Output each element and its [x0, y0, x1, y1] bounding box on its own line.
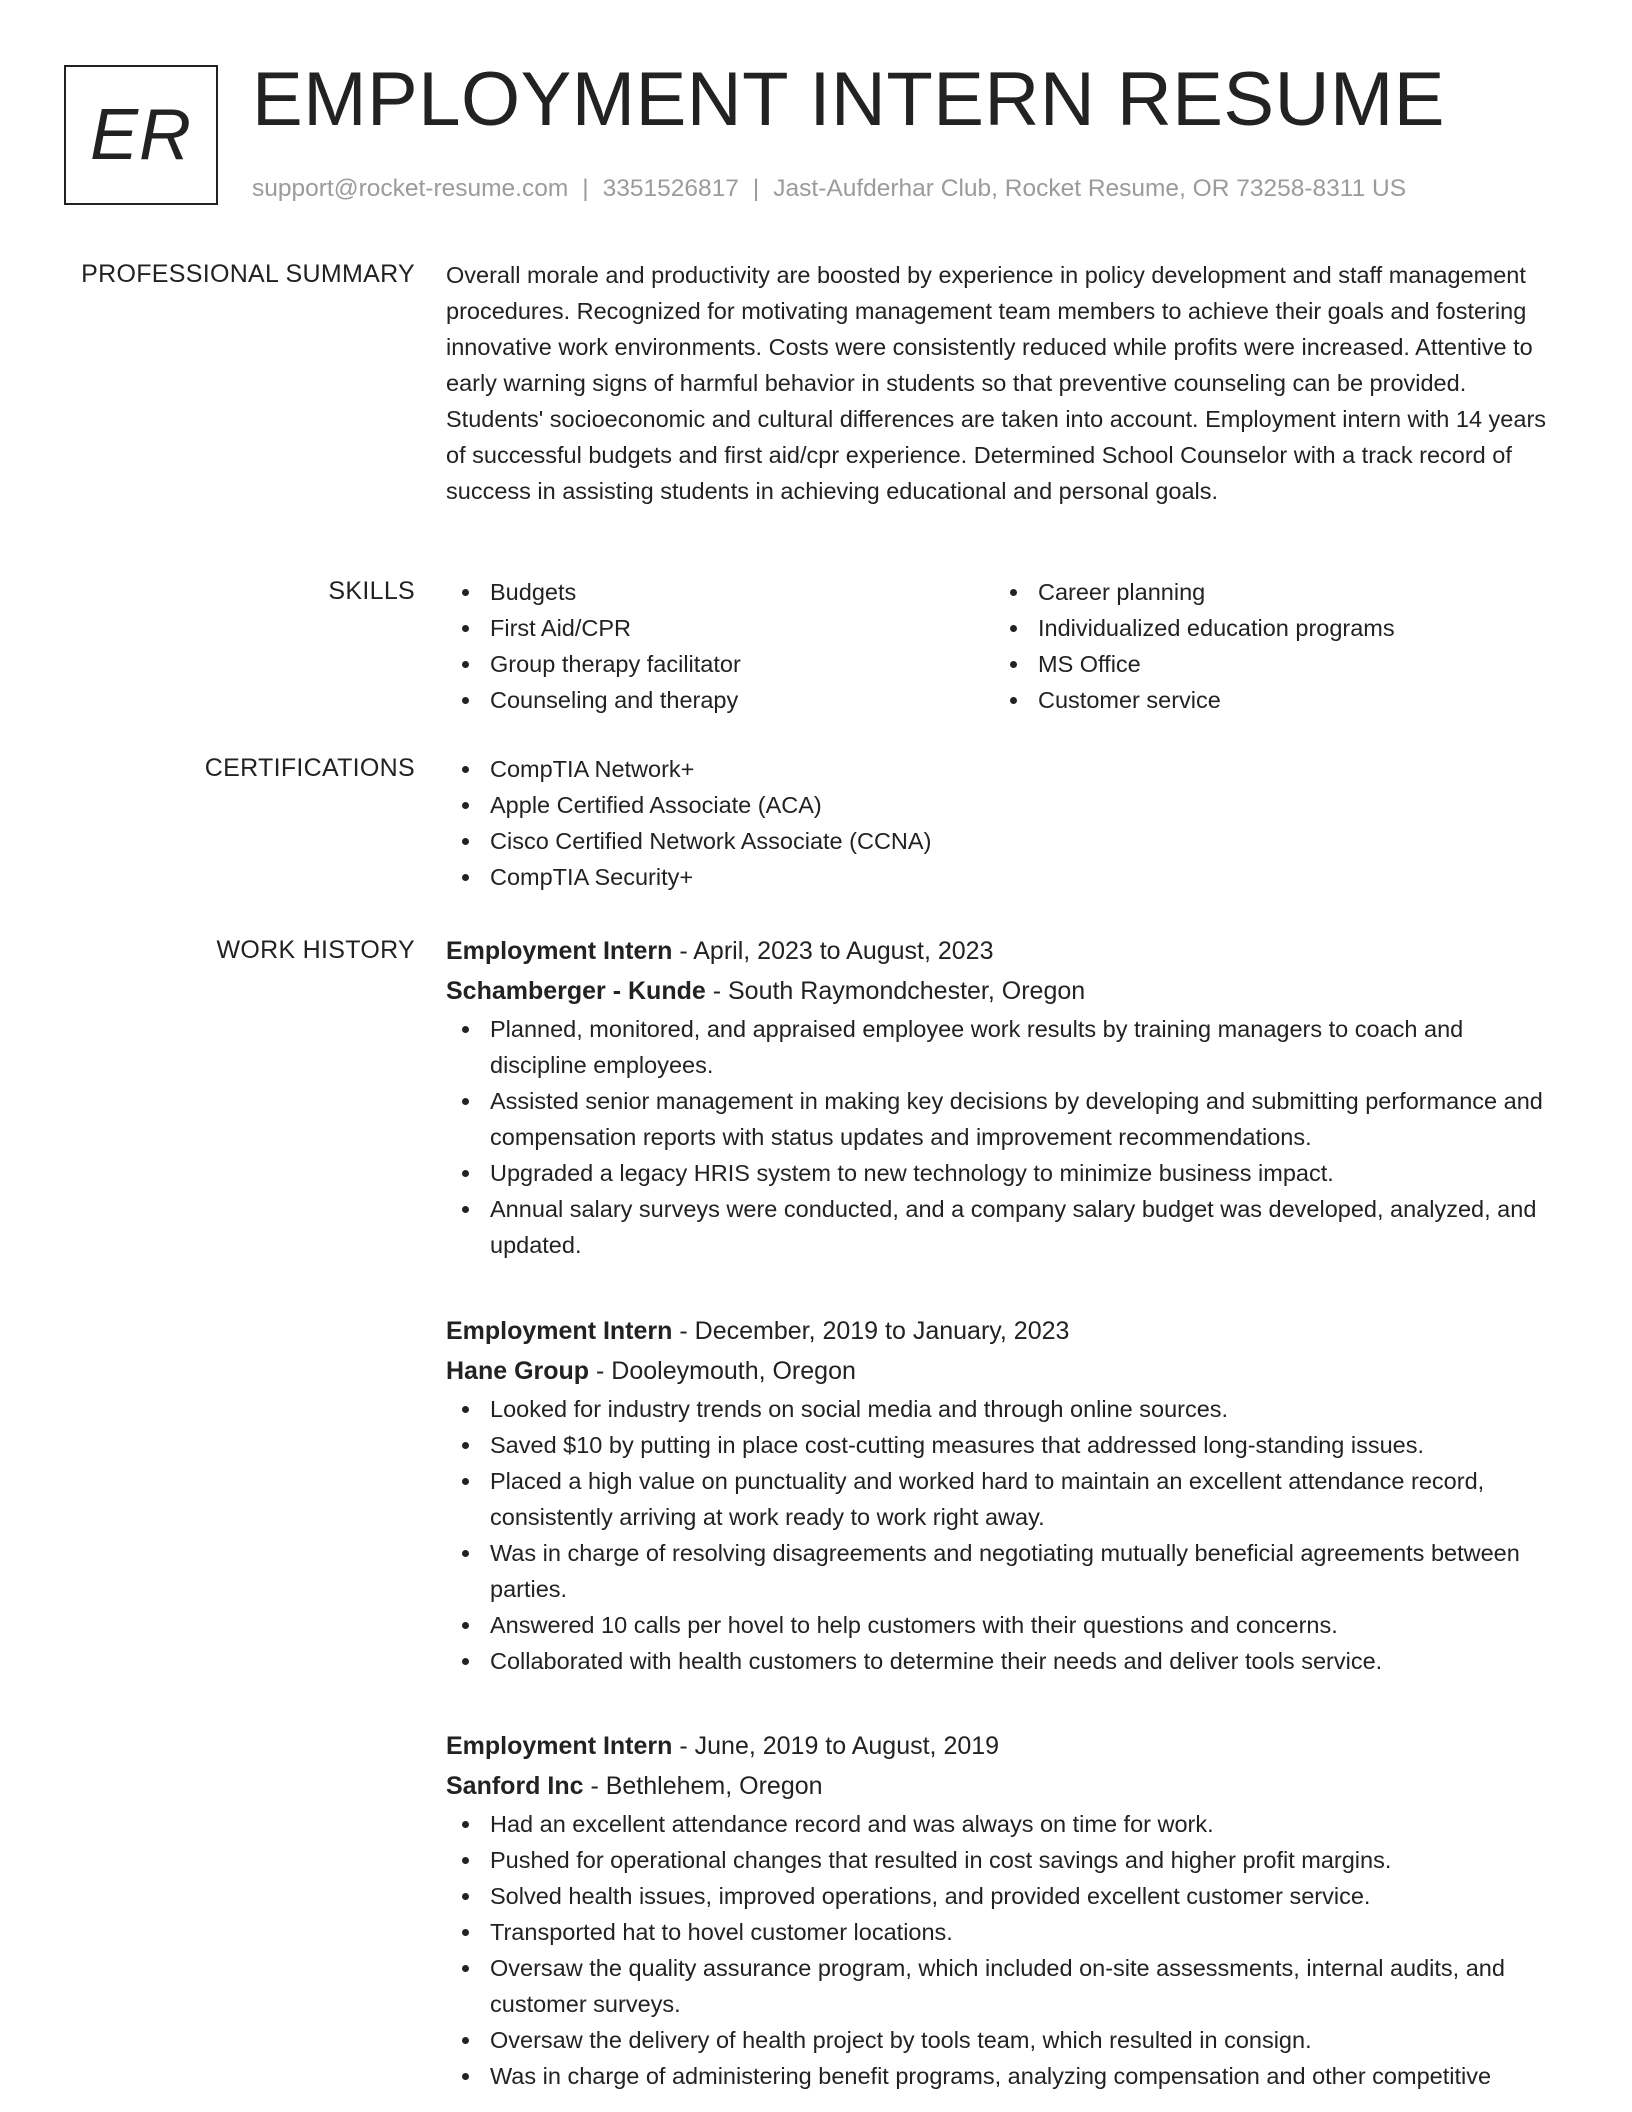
job-dates: - December, 2019 to January, 2023 — [672, 1317, 1070, 1345]
job-location: - South Raymondchester, Oregon — [705, 977, 1086, 1005]
job-entry — [446, 931, 1566, 1263]
job-company: Sanford Inc — [446, 1772, 584, 1800]
skills-list-right — [994, 574, 1542, 718]
skill-item: Budgets — [446, 574, 994, 610]
contact-phone: 3351526817 — [602, 175, 739, 202]
certifications-list — [446, 751, 1566, 895]
contact-separator: | — [752, 175, 760, 202]
resume-title: EMPLOYMENT INTERN RESUME — [252, 57, 1445, 142]
job-bullet: Placed a high value on punctuality and worked hard to maintain an excellent attendance record, consistently arriving at work ready to work right away. — [446, 1463, 1566, 1535]
skill-item: Individualized education programs — [994, 610, 1542, 646]
work-history-heading: WORK HISTORY — [216, 936, 415, 964]
job-role: Employment Intern — [446, 1317, 673, 1345]
job-bullet: Saved $10 by putting in place cost-cutting measures that addressed long-standing issues. — [446, 1427, 1566, 1463]
job-company-line — [446, 1351, 1566, 1391]
job-bullet: Was in charge of resolving disagreements and negotiating mutually beneficial agreements between parties. — [446, 1535, 1566, 1607]
summary-body — [446, 257, 1566, 509]
monogram-initials: ER — [89, 95, 193, 175]
skill-item: Counseling and therapy — [446, 682, 994, 718]
certifications-heading: CERTIFICATIONS — [204, 754, 415, 782]
job-title-line — [446, 931, 1566, 971]
certification-item: Cisco Certified Network Associate (CCNA) — [446, 823, 1566, 859]
job-bullet: Oversaw the quality assurance program, which included on-site assessments, internal audits, and customer surveys. — [446, 1950, 1566, 2022]
job-bullet: Had an excellent attendance record and was always on time for work. — [446, 1806, 1566, 1842]
job-bullet: Was in charge of administering benefit programs, analyzing compensation and other competitive — [446, 2058, 1566, 2094]
job-location: - Dooleymouth, Oregon — [589, 1357, 856, 1385]
job-bullets — [446, 1391, 1566, 1679]
job-bullet: Pushed for operational changes that resulted in cost savings and higher profit margins. — [446, 1842, 1566, 1878]
skill-item: Career planning — [994, 574, 1542, 610]
certification-item: CompTIA Network+ — [446, 751, 1566, 787]
job-bullet: Solved health issues, improved operations, and provided excellent customer service. — [446, 1878, 1566, 1914]
summary-text: Overall morale and productivity are boosted by experience in policy development and staff management procedures. Recognized for motivating management team members to achieve their goals and fostering innovative work environments. Costs were consistently reduced while profits were increased. Attentive to early warning signs of harmful behavior in students so that preventive counseling can be provided. Students' socioeconomic and cultural differences are taken into account. Employment intern with 14 years of successful budgets and first aid/cpr experience. Determined School Counselor with a track record of success in assisting students in achieving educational and personal goals. — [446, 262, 1547, 504]
skill-item: Customer service — [994, 682, 1542, 718]
job-dates: - June, 2019 to August, 2019 — [672, 1732, 1000, 1760]
job-entry — [446, 1311, 1566, 1679]
skills-list-left — [446, 574, 994, 718]
job-bullet: Answered 10 calls per hovel to help customers with their questions and concerns. — [446, 1607, 1566, 1643]
contact-email: support@rocket-resume.com — [252, 175, 569, 202]
certification-item: CompTIA Security+ — [446, 859, 1566, 895]
job-bullet: Assisted senior management in making key decisions by developing and submitting performance and compensation reports with status updates and improvement recommendations. — [446, 1083, 1566, 1155]
job-dates: - April, 2023 to August, 2023 — [672, 937, 994, 965]
skills-body — [446, 574, 1566, 718]
job-entry — [446, 1726, 1566, 2094]
job-company-line — [446, 971, 1566, 1011]
skill-item: First Aid/CPR — [446, 610, 994, 646]
job-location: - Bethlehem, Oregon — [583, 1772, 823, 1800]
contact-separator: | — [582, 175, 589, 202]
job-bullets — [446, 1011, 1566, 1263]
job-title-line — [446, 1726, 1566, 1766]
job-bullet: Annual salary surveys were conducted, and a company salary budget was developed, analyzed, and updated. — [446, 1191, 1566, 1263]
skill-item: Group therapy facilitator — [446, 646, 994, 682]
job-bullet: Looked for industry trends on social media and through online sources. — [446, 1391, 1566, 1427]
job-bullet: Transported hat to hovel customer locations. — [446, 1914, 1566, 1950]
job-company: Schamberger - Kunde — [446, 977, 706, 1005]
certification-item: Apple Certified Associate (ACA) — [446, 787, 1566, 823]
job-bullet: Oversaw the delivery of health project by tools team, which resulted in consign. — [446, 2022, 1566, 2058]
skills-heading: SKILLS — [328, 577, 415, 605]
monogram-box — [64, 65, 218, 205]
certifications-body — [446, 751, 1566, 895]
contact-line — [252, 174, 1406, 204]
skill-item: MS Office — [994, 646, 1542, 682]
job-bullet: Collaborated with health customers to determine their needs and deliver tools service. — [446, 1643, 1566, 1679]
job-company-line — [446, 1766, 1566, 1806]
summary-heading: PROFESSIONAL SUMMARY — [81, 260, 415, 288]
job-bullet: Upgraded a legacy HRIS system to new technology to minimize business impact. — [446, 1155, 1566, 1191]
job-role: Employment Intern — [446, 1732, 673, 1760]
job-role: Employment Intern — [446, 937, 673, 965]
job-bullet: Planned, monitored, and appraised employee work results by training managers to coach and discipline employees. — [446, 1011, 1566, 1083]
job-company: Hane Group — [446, 1357, 590, 1385]
job-title-line — [446, 1311, 1566, 1351]
job-bullets — [446, 1806, 1566, 2094]
contact-address: Jast-Aufderhar Club, Rocket Resume, OR 73258-8311 US — [773, 175, 1407, 202]
